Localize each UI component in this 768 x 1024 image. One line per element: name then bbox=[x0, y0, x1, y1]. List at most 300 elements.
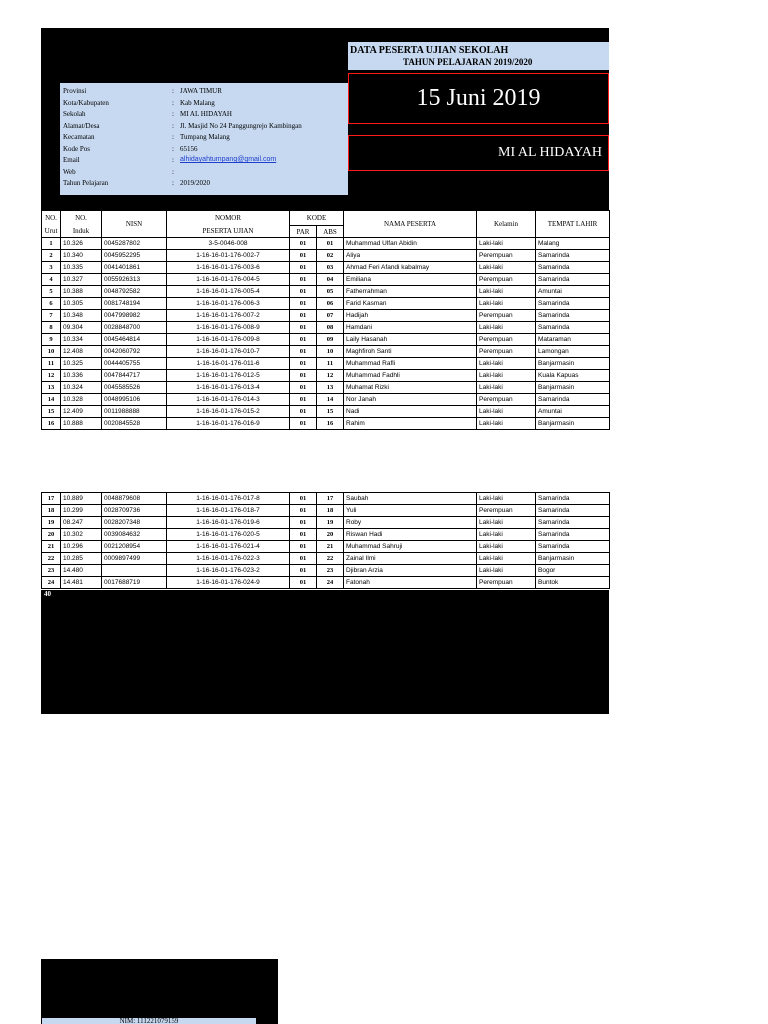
cell-abs: 22 bbox=[317, 553, 344, 565]
info-value: Tumpang Malang bbox=[180, 133, 230, 141]
cell-no: 17 bbox=[42, 493, 61, 505]
info-separator: : bbox=[172, 98, 174, 107]
cell-nomor-peserta: 1-16-16-01-176-011-6 bbox=[167, 358, 290, 370]
cell-tempat-lahir: Samarinda bbox=[536, 262, 610, 274]
cell-abs: 08 bbox=[317, 322, 344, 334]
footer-black-block bbox=[41, 959, 278, 1024]
cell-nama: Fatherrahman bbox=[344, 286, 477, 298]
cell-par: 01 bbox=[290, 298, 317, 310]
cell-kelamin: Perempuan bbox=[477, 577, 536, 589]
cell-kelamin: Laki-laki bbox=[477, 238, 536, 250]
cell-kelamin: Laki-laki bbox=[477, 493, 536, 505]
cell-kelamin: Laki-laki bbox=[477, 418, 536, 430]
info-separator: : bbox=[172, 87, 174, 95]
cell-nomor-peserta: 1-16-16-01-176-021-4 bbox=[167, 541, 290, 553]
cell-par: 01 bbox=[290, 274, 317, 286]
cell-nama: Laily Hasanah bbox=[344, 334, 477, 346]
info-row bbox=[60, 144, 348, 154]
cell-no: 8 bbox=[42, 322, 61, 334]
cell-abs: 04 bbox=[317, 274, 344, 286]
cell-no-induk: 10.327 bbox=[61, 274, 102, 286]
cell-abs: 11 bbox=[317, 358, 344, 370]
cell-tempat-lahir: Bogor bbox=[536, 565, 610, 577]
table-row bbox=[42, 553, 610, 565]
cell-nisn: 0055926313 bbox=[102, 274, 167, 286]
cell-nama: Maghfiroh Santi bbox=[344, 346, 477, 358]
table-row bbox=[42, 274, 610, 286]
cell-abs: 19 bbox=[317, 517, 344, 529]
table-row bbox=[42, 517, 610, 529]
cell-abs: 17 bbox=[317, 493, 344, 505]
info-row bbox=[60, 132, 348, 142]
cell-no-induk: 10.324 bbox=[61, 382, 102, 394]
cell-no-induk: 10.328 bbox=[61, 394, 102, 406]
info-label: Kode Pos bbox=[63, 144, 91, 153]
cell-nisn: 0044405755 bbox=[102, 358, 167, 370]
cell-nomor-peserta: 1-16-16-01-176-010-7 bbox=[167, 346, 290, 358]
date-text: 15 Juni 2019 bbox=[416, 85, 541, 111]
cell-tempat-lahir: Banjarmasin bbox=[536, 553, 610, 565]
cell-abs: 15 bbox=[317, 406, 344, 418]
cell-par: 01 bbox=[290, 262, 317, 274]
cell-no-induk: 10.335 bbox=[61, 262, 102, 274]
cell-kelamin: Laki-laki bbox=[477, 406, 536, 418]
cell-no: 6 bbox=[42, 298, 61, 310]
info-separator: : bbox=[172, 156, 174, 164]
cell-nama: Hamdani bbox=[344, 322, 477, 334]
cell-nama: Fatonah bbox=[344, 577, 477, 589]
cell-no: 13 bbox=[42, 382, 61, 394]
cell-no: 2 bbox=[42, 250, 61, 262]
table-row bbox=[42, 346, 610, 358]
cell-par: 01 bbox=[290, 286, 317, 298]
cell-par: 01 bbox=[290, 505, 317, 517]
cell-nisn: 0048879608 bbox=[102, 493, 167, 505]
cell-kelamin: Perempuan bbox=[477, 310, 536, 322]
cell-no: 14 bbox=[42, 394, 61, 406]
cell-abs: 16 bbox=[317, 418, 344, 430]
cell-tempat-lahir: Kuala Kapuas bbox=[536, 370, 610, 382]
cell-kelamin: Laki-laki bbox=[477, 517, 536, 529]
cell-no-induk: 10.325 bbox=[61, 358, 102, 370]
cell-nomor-peserta: 1-16-16-01-176-006-3 bbox=[167, 298, 290, 310]
cell-abs: 03 bbox=[317, 262, 344, 274]
cell-par: 01 bbox=[290, 529, 317, 541]
cell-kelamin: Laki-laki bbox=[477, 382, 536, 394]
info-row bbox=[60, 167, 348, 177]
cell-no-induk: 10.326 bbox=[61, 238, 102, 250]
cell-tempat-lahir: Samarinda bbox=[536, 274, 610, 286]
cell-nomor-peserta: 1-16-16-01-176-012-5 bbox=[167, 370, 290, 382]
table-row bbox=[42, 238, 610, 250]
cell-no-induk: 10.388 bbox=[61, 286, 102, 298]
cell-no-induk: 12.409 bbox=[61, 406, 102, 418]
cell-nomor-peserta: 1-16-16-01-176-002-7 bbox=[167, 250, 290, 262]
footer-nim: NIM: 111221079159 bbox=[42, 1018, 256, 1024]
cell-nama: Muhammad Fadhli bbox=[344, 370, 477, 382]
cell-nisn: 0048792582 bbox=[102, 286, 167, 298]
info-value: Jl. Masjid No 24 Panggungrejo Kambingan bbox=[180, 121, 302, 130]
cell-par: 01 bbox=[290, 322, 317, 334]
cell-no-induk: 10.888 bbox=[61, 418, 102, 430]
cell-abs: 09 bbox=[317, 334, 344, 346]
table-row bbox=[42, 370, 610, 382]
cell-kelamin: Perempuan bbox=[477, 346, 536, 358]
cell-nama: Saubah bbox=[344, 493, 477, 505]
cell-kelamin: Laki-laki bbox=[477, 541, 536, 553]
cell-kelamin: Laki-laki bbox=[477, 370, 536, 382]
cell-nisn: 0045585526 bbox=[102, 382, 167, 394]
table-row bbox=[42, 541, 610, 553]
cell-abs: 13 bbox=[317, 382, 344, 394]
info-separator: : bbox=[172, 179, 174, 187]
cell-abs: 01 bbox=[317, 238, 344, 250]
cell-nisn: 0045287802 bbox=[102, 238, 167, 250]
info-label: Provinsi bbox=[63, 87, 87, 95]
cell-nomor-peserta: 1-16-16-01-176-024-9 bbox=[167, 577, 290, 589]
info-label: Tahun Pelajaran bbox=[63, 179, 109, 187]
cell-no: 22 bbox=[42, 553, 61, 565]
title-line-2: TAHUN PELAJARAN 2019/2020 bbox=[403, 57, 533, 67]
info-row bbox=[60, 109, 348, 119]
cell-abs: 05 bbox=[317, 286, 344, 298]
cell-kelamin: Laki-laki bbox=[477, 358, 536, 370]
info-separator: : bbox=[172, 167, 174, 176]
school-name-box bbox=[348, 135, 609, 171]
info-separator: : bbox=[172, 144, 174, 153]
cell-tempat-lahir: Samarinda bbox=[536, 541, 610, 553]
info-label: Email bbox=[63, 156, 80, 164]
cell-par: 01 bbox=[290, 358, 317, 370]
cell-par: 01 bbox=[290, 577, 317, 589]
cell-kelamin: Perempuan bbox=[477, 505, 536, 517]
cell-nama: Muhammad Rafli bbox=[344, 358, 477, 370]
cell-nomor-peserta: 1-16-16-01-176-020-5 bbox=[167, 529, 290, 541]
cell-no: 21 bbox=[42, 541, 61, 553]
cell-tempat-lahir: Samarinda bbox=[536, 394, 610, 406]
cell-nama: Nadi bbox=[344, 406, 477, 418]
cell-nama: Riswan Hadi bbox=[344, 529, 477, 541]
cell-no-induk: 09.304 bbox=[61, 322, 102, 334]
cell-nisn: 0009897499 bbox=[102, 553, 167, 565]
document-title bbox=[348, 42, 609, 70]
info-value: Kab Malang bbox=[180, 98, 215, 107]
school-name-text: MI AL HIDAYAH bbox=[498, 145, 602, 160]
cell-no: 18 bbox=[42, 505, 61, 517]
cell-nama: Zainal Ilmi bbox=[344, 553, 477, 565]
cell-abs: 12 bbox=[317, 370, 344, 382]
cell-nama: Roby bbox=[344, 517, 477, 529]
cell-nomor-peserta: 1-16-16-01-176-015-2 bbox=[167, 406, 290, 418]
info-row bbox=[60, 121, 348, 131]
cell-no-induk: 10.299 bbox=[61, 505, 102, 517]
header-nama: NAMA PESERTA bbox=[344, 211, 477, 238]
cell-no: 23 bbox=[42, 565, 61, 577]
cell-tempat-lahir: Banjarmasin bbox=[536, 382, 610, 394]
table-row bbox=[42, 310, 610, 322]
cell-kelamin: Laki-laki bbox=[477, 286, 536, 298]
cell-par: 01 bbox=[290, 406, 317, 418]
cell-nama: Muhammad Sahruji bbox=[344, 541, 477, 553]
cell-no: 3 bbox=[42, 262, 61, 274]
cell-no: 1 bbox=[42, 238, 61, 250]
cell-nomor-peserta: 1-16-16-01-176-018-7 bbox=[167, 505, 290, 517]
cell-par: 01 bbox=[290, 370, 317, 382]
cell-no-induk: 14.481 bbox=[61, 577, 102, 589]
header-abs: ABS bbox=[317, 226, 344, 238]
table-row bbox=[42, 322, 610, 334]
cell-nisn: 0047998982 bbox=[102, 310, 167, 322]
cell-par: 01 bbox=[290, 565, 317, 577]
participants-table-top bbox=[41, 210, 610, 430]
cell-nisn: 0042060792 bbox=[102, 346, 167, 358]
row-marker: 40 bbox=[44, 590, 51, 598]
cell-tempat-lahir: Malang bbox=[536, 238, 610, 250]
cell-abs: 20 bbox=[317, 529, 344, 541]
table-row bbox=[42, 262, 610, 274]
cell-nisn: 0020845528 bbox=[102, 418, 167, 430]
cell-par: 01 bbox=[290, 334, 317, 346]
table-row bbox=[42, 286, 610, 298]
cell-tempat-lahir: Buntok bbox=[536, 577, 610, 589]
table-row bbox=[42, 418, 610, 430]
cell-par: 01 bbox=[290, 238, 317, 250]
cell-no-induk: 10.296 bbox=[61, 541, 102, 553]
info-separator: : bbox=[172, 110, 174, 118]
cell-no-induk: 12.408 bbox=[61, 346, 102, 358]
header-nomor: NOMOR bbox=[167, 211, 290, 226]
cell-tempat-lahir: Samarinda bbox=[536, 298, 610, 310]
cell-no: 5 bbox=[42, 286, 61, 298]
info-separator: : bbox=[172, 133, 174, 141]
cell-nama: Muhamat Rizki bbox=[344, 382, 477, 394]
table-row bbox=[42, 505, 610, 517]
cell-kelamin: Laki-laki bbox=[477, 565, 536, 577]
table-row bbox=[42, 577, 610, 589]
cell-tempat-lahir: Samarinda bbox=[536, 505, 610, 517]
cell-abs: 23 bbox=[317, 565, 344, 577]
cell-nisn: 0028709736 bbox=[102, 505, 167, 517]
cell-abs: 10 bbox=[317, 346, 344, 358]
cell-no-induk: 10.285 bbox=[61, 553, 102, 565]
info-value: JAWA TIMUR bbox=[180, 87, 222, 95]
table-row bbox=[42, 298, 610, 310]
cell-no: 20 bbox=[42, 529, 61, 541]
cell-no-induk: 10.340 bbox=[61, 250, 102, 262]
cell-nomor-peserta: 1-16-16-01-176-017-8 bbox=[167, 493, 290, 505]
table-row bbox=[42, 565, 610, 577]
date-box bbox=[348, 73, 609, 124]
cell-no: 10 bbox=[42, 346, 61, 358]
cell-par: 01 bbox=[290, 346, 317, 358]
cell-abs: 14 bbox=[317, 394, 344, 406]
title-line-1: DATA PESERTA UJIAN SEKOLAH bbox=[350, 45, 509, 56]
info-value: MI AL HIDAYAH bbox=[180, 110, 232, 118]
cell-no-induk: 10.348 bbox=[61, 310, 102, 322]
cell-nomor-peserta: 1-16-16-01-176-005-4 bbox=[167, 286, 290, 298]
cell-tempat-lahir: Lamongan bbox=[536, 346, 610, 358]
cell-nama: Hadijah bbox=[344, 310, 477, 322]
cell-tempat-lahir: Samarinda bbox=[536, 250, 610, 262]
cell-par: 01 bbox=[290, 517, 317, 529]
school-info-panel bbox=[60, 83, 348, 195]
cell-abs: 06 bbox=[317, 298, 344, 310]
participants-table-bottom bbox=[41, 492, 610, 589]
cell-nisn: 0011988888 bbox=[102, 406, 167, 418]
info-label: Kecamatan bbox=[63, 133, 95, 141]
cell-nisn: 0047844717 bbox=[102, 370, 167, 382]
cell-nomor-peserta: 1-16-16-01-176-007-2 bbox=[167, 310, 290, 322]
cell-nama: Yuli bbox=[344, 505, 477, 517]
cell-nomor-peserta: 1-16-16-01-176-003-6 bbox=[167, 262, 290, 274]
cell-nisn: 0045464814 bbox=[102, 334, 167, 346]
cell-nomor-peserta: 1-16-16-01-176-022-3 bbox=[167, 553, 290, 565]
cell-kelamin: Laki-laki bbox=[477, 262, 536, 274]
cell-no-induk: 10.305 bbox=[61, 298, 102, 310]
cell-nama: Djibran Arzia bbox=[344, 565, 477, 577]
cell-nomor-peserta: 1-16-16-01-176-009-8 bbox=[167, 334, 290, 346]
cell-no: 11 bbox=[42, 358, 61, 370]
cell-par: 01 bbox=[290, 553, 317, 565]
info-label: Kota/Kabupaten bbox=[63, 98, 109, 107]
cell-tempat-lahir: Amuntai bbox=[536, 406, 610, 418]
info-value: 2019/2020 bbox=[180, 179, 210, 187]
cell-no: 15 bbox=[42, 406, 61, 418]
email-link[interactable]: alhidayahtumpang@gmail.com bbox=[180, 156, 277, 163]
cell-par: 01 bbox=[290, 250, 317, 262]
header-par: PAR bbox=[290, 226, 317, 238]
cell-tempat-lahir: Samarinda bbox=[536, 493, 610, 505]
cell-tempat-lahir: Samarinda bbox=[536, 517, 610, 529]
header-tempat-lahir: TEMPAT LAHIR bbox=[536, 211, 610, 238]
table-row bbox=[42, 394, 610, 406]
table-row bbox=[42, 406, 610, 418]
table-row bbox=[42, 358, 610, 370]
cell-tempat-lahir: Samarinda bbox=[536, 529, 610, 541]
table-row bbox=[42, 529, 610, 541]
cell-no: 4 bbox=[42, 274, 61, 286]
header-urut: Urut bbox=[42, 226, 61, 238]
cell-par: 01 bbox=[290, 310, 317, 322]
info-label: Sekolah bbox=[63, 110, 86, 118]
cell-nisn: 0041401861 bbox=[102, 262, 167, 274]
cell-tempat-lahir: Banjarmasin bbox=[536, 418, 610, 430]
cell-no: 16 bbox=[42, 418, 61, 430]
cell-nisn: 0028848700 bbox=[102, 322, 167, 334]
cell-nama: Ahmad Feri Afandi kabalmay bbox=[344, 262, 477, 274]
cell-nisn: 0017688719 bbox=[102, 577, 167, 589]
info-label: Alamat/Desa bbox=[63, 121, 100, 130]
cell-par: 01 bbox=[290, 418, 317, 430]
info-row bbox=[60, 155, 348, 165]
cell-nama: Nor Janah bbox=[344, 394, 477, 406]
info-value: 65156 bbox=[180, 144, 198, 153]
cell-nisn: 0039084632 bbox=[102, 529, 167, 541]
cell-no-induk: 10.336 bbox=[61, 370, 102, 382]
cell-nisn bbox=[102, 565, 167, 577]
info-row bbox=[60, 98, 348, 108]
header-nisn: NISN bbox=[102, 211, 167, 238]
header-induk: Induk bbox=[61, 226, 102, 238]
cell-par: 01 bbox=[290, 382, 317, 394]
cell-nomor-peserta: 1-16-16-01-176-008-9 bbox=[167, 322, 290, 334]
cell-no-induk: 14.480 bbox=[61, 565, 102, 577]
cell-nomor-peserta: 1-16-16-01-176-016-9 bbox=[167, 418, 290, 430]
cell-tempat-lahir: Amuntai bbox=[536, 286, 610, 298]
cell-kelamin: Perempuan bbox=[477, 334, 536, 346]
cell-kelamin: Perempuan bbox=[477, 250, 536, 262]
cell-kelamin: Perempuan bbox=[477, 274, 536, 286]
cell-nisn: 0045952295 bbox=[102, 250, 167, 262]
cell-nomor-peserta: 1-16-16-01-176-023-2 bbox=[167, 565, 290, 577]
cell-nisn: 0021208954 bbox=[102, 541, 167, 553]
table-row bbox=[42, 493, 610, 505]
cell-tempat-lahir: Samarinda bbox=[536, 310, 610, 322]
cell-no-induk: 10.889 bbox=[61, 493, 102, 505]
cell-nisn: 0048995106 bbox=[102, 394, 167, 406]
cell-nama: Aliya bbox=[344, 250, 477, 262]
info-separator: : bbox=[172, 121, 174, 130]
cell-no-induk: 10.334 bbox=[61, 334, 102, 346]
cell-kelamin: Perempuan bbox=[477, 394, 536, 406]
lower-black-block bbox=[41, 590, 609, 714]
cell-nomor-peserta: 1-16-16-01-176-019-6 bbox=[167, 517, 290, 529]
cell-tempat-lahir: Banjarmasin bbox=[536, 358, 610, 370]
cell-no: 24 bbox=[42, 577, 61, 589]
header-no: NO. bbox=[42, 211, 61, 226]
info-row bbox=[60, 178, 348, 188]
cell-abs: 24 bbox=[317, 577, 344, 589]
cell-no: 19 bbox=[42, 517, 61, 529]
cell-abs: 18 bbox=[317, 505, 344, 517]
cell-par: 01 bbox=[290, 394, 317, 406]
cell-no: 12 bbox=[42, 370, 61, 382]
table-row bbox=[42, 334, 610, 346]
cell-abs: 21 bbox=[317, 541, 344, 553]
table-row bbox=[42, 250, 610, 262]
cell-nomor-peserta: 1-16-16-01-176-014-3 bbox=[167, 394, 290, 406]
header-no-induk: NO. bbox=[61, 211, 102, 226]
cell-nomor-peserta: 3-5-0046-008 bbox=[167, 238, 290, 250]
cell-kelamin: Laki-laki bbox=[477, 553, 536, 565]
cell-tempat-lahir: Mataraman bbox=[536, 334, 610, 346]
cell-nisn: 0081748194 bbox=[102, 298, 167, 310]
cell-no-induk: 10.302 bbox=[61, 529, 102, 541]
cell-nomor-peserta: 1-16-16-01-176-013-4 bbox=[167, 382, 290, 394]
cell-nama: Emiliana bbox=[344, 274, 477, 286]
cell-kelamin: Laki-laki bbox=[477, 529, 536, 541]
cell-kelamin: Laki-laki bbox=[477, 298, 536, 310]
cell-no: 7 bbox=[42, 310, 61, 322]
cell-kelamin: Laki-laki bbox=[477, 322, 536, 334]
cell-nama: Rahim bbox=[344, 418, 477, 430]
info-row bbox=[60, 86, 348, 96]
cell-nama: Farid Kasman bbox=[344, 298, 477, 310]
header-kelamin: Kelamin bbox=[477, 211, 536, 238]
cell-abs: 02 bbox=[317, 250, 344, 262]
cell-no: 9 bbox=[42, 334, 61, 346]
cell-nama: Muhammad Ulfan Abidin bbox=[344, 238, 477, 250]
cell-tempat-lahir: Samarinda bbox=[536, 322, 610, 334]
header-kode: KODE bbox=[290, 211, 344, 226]
cell-par: 01 bbox=[290, 493, 317, 505]
cell-nisn: 0028207348 bbox=[102, 517, 167, 529]
info-label: Web bbox=[63, 167, 76, 176]
table-row bbox=[42, 382, 610, 394]
header-peserta-ujian: PESERTA UJIAN bbox=[167, 226, 290, 238]
cell-par: 01 bbox=[290, 541, 317, 553]
cell-abs: 07 bbox=[317, 310, 344, 322]
